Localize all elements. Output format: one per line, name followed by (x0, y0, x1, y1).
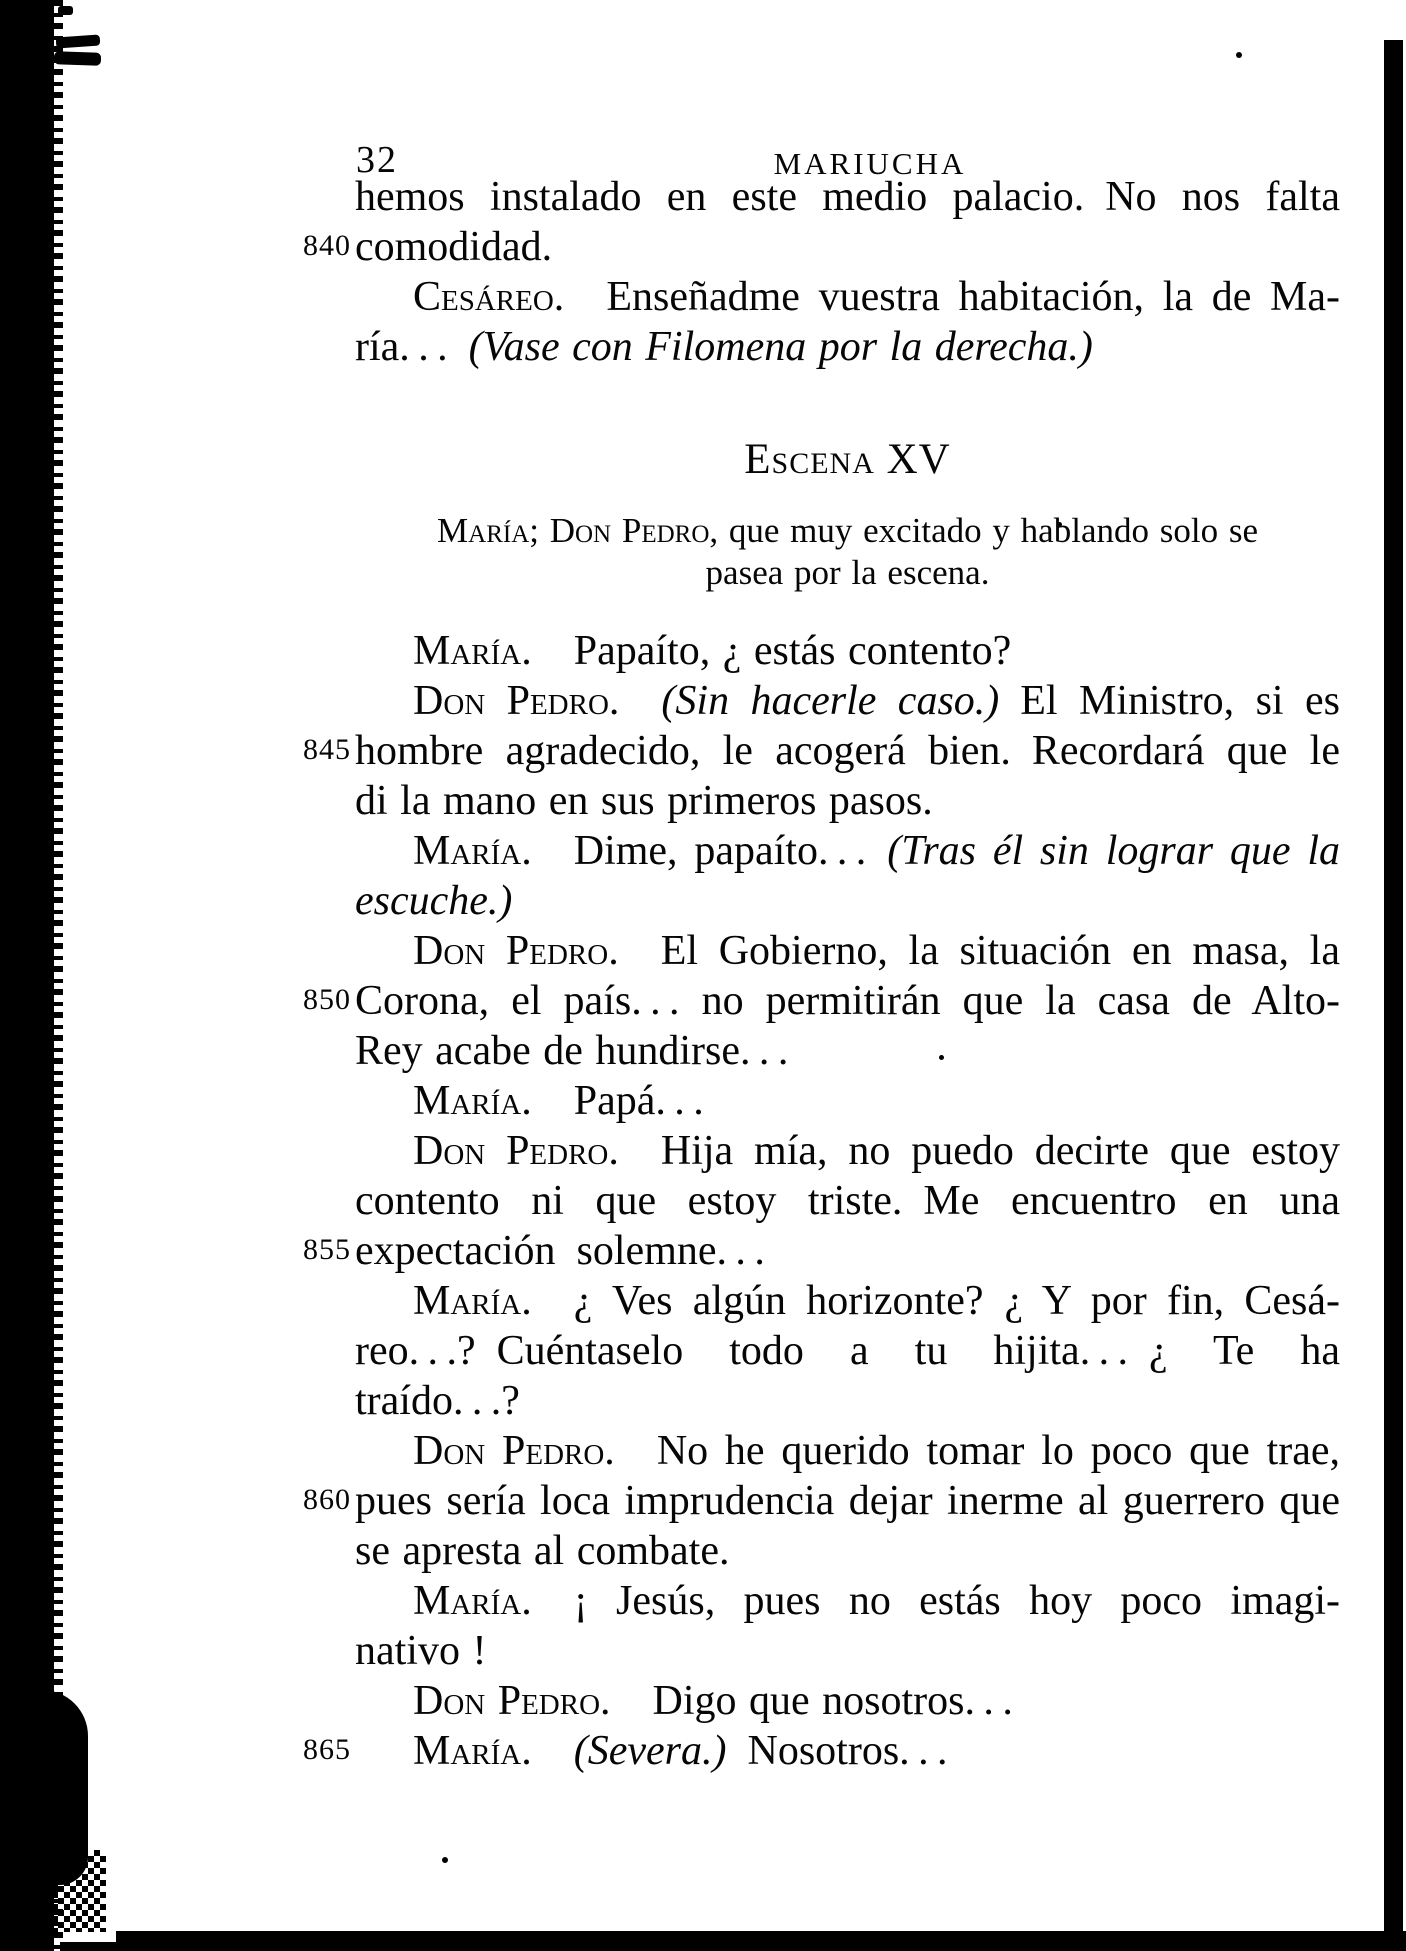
text-line (355, 510, 1340, 552)
text-line (303, 976, 1340, 1026)
line-segment: María. (413, 628, 532, 674)
scan-checker-block (52, 1850, 106, 1932)
text-line (355, 926, 1340, 976)
line-segment: di la mano en sus primeros pasos. (355, 778, 933, 824)
verse-line-number: 840 (303, 229, 351, 262)
line-segment: Don Pedro. (413, 678, 620, 724)
text-line (355, 1326, 1340, 1376)
line-segment: ¿ Ves algún horizonte? ¿ Y por fin, Cesá- (531, 1278, 1340, 1324)
text-line (303, 1726, 1340, 1776)
cast-description (355, 510, 1340, 594)
text-line (355, 1276, 1340, 1326)
scan-smudge (58, 6, 73, 15)
text-line (355, 1676, 1340, 1726)
line-segment: Digo que nosotros. . . (610, 1678, 1013, 1724)
line-segment: comodidad. (355, 224, 553, 270)
line-segment: se apresta al combate. (355, 1528, 730, 1574)
line-segment: reo. . .? Cuéntaselo todo a tu hijita. . . ¿ Te ha (355, 1328, 1340, 1374)
verse-line-number: 865 (303, 1733, 351, 1766)
text-line (355, 1626, 1340, 1676)
line-segment: Corona, el país. . . no permitirán que la casa de Alto- (355, 978, 1340, 1024)
line-segment: Nosotros. . . (726, 1728, 948, 1774)
text-line (355, 322, 1340, 372)
line-segment: Rey acabe de hundirse. . . (355, 1028, 789, 1074)
line-segment: Papaíto, ¿ estás contento? (531, 628, 1012, 674)
verse-line-number: 845 (303, 733, 351, 766)
line-segment: (Tras él sin lograr que la (887, 828, 1341, 874)
line-segment: que muy excitado y hablando solo se (718, 511, 1258, 550)
text-line (355, 776, 1340, 826)
page-number: 32 (356, 139, 398, 181)
scan-edge-bottom (116, 1931, 1406, 1951)
verse-line-number: 860 (303, 1483, 351, 1516)
line-segment: Don Pedro. (413, 1128, 619, 1174)
text-line (355, 676, 1340, 726)
text-line (355, 826, 1340, 876)
line-segment: hombre agradecido, le acogerá bien. Recordará que le (355, 728, 1340, 774)
scan-speck (1236, 52, 1242, 58)
text-line (303, 1476, 1340, 1526)
scan-smudge (54, 51, 101, 66)
line-segment: expectación solemne. . . (355, 1228, 765, 1274)
line-segment: ¡ Jesús, pues no estás hoy poco imagi- (531, 1578, 1340, 1624)
text-line (355, 1426, 1340, 1476)
text-line (303, 1226, 1340, 1276)
text-line (355, 272, 1340, 322)
text-line (355, 1376, 1340, 1426)
line-segment: ría. . . (355, 324, 469, 370)
line-segment (532, 1728, 574, 1774)
line-segment: Don Pedro. (413, 928, 619, 974)
text-line (355, 1026, 1340, 1076)
line-segment: pues sería loca imprudencia dejar inerme al guerrero que (355, 1478, 1340, 1524)
line-segment: María. (413, 1728, 532, 1774)
text-line (355, 1176, 1340, 1226)
line-segment: Dime, papaíto. . . (531, 828, 888, 874)
line-segment: María. (413, 1078, 532, 1124)
line-segment: Papá. . . (531, 1078, 704, 1124)
text-line (303, 222, 1340, 272)
text-line (355, 172, 1340, 222)
line-segment: pasea por la escena. (705, 553, 990, 592)
line-segment: (Vase con Filomena por la derecha.) (468, 324, 1093, 370)
text-line (355, 552, 1340, 594)
scan-edge-right (1384, 40, 1403, 1951)
line-segment: María; Don Pedro, (437, 511, 719, 550)
line-segment: nativo ! (355, 1628, 487, 1674)
line-segment: No he querido tomar lo poco que trae, (614, 1428, 1340, 1474)
scan-speck (442, 1857, 448, 1863)
line-segment: Don Pedro. (413, 1428, 615, 1474)
verse-line-number: 850 (303, 983, 351, 1016)
line-segment: contento ni que estoy triste. Me encuentro en una (355, 1178, 1340, 1224)
line-segment: Don Pedro. (413, 1678, 611, 1724)
text-line (355, 1076, 1340, 1126)
scan-edge-bottom-step (60, 1942, 120, 1951)
scene-heading (355, 434, 1340, 486)
scan-edge-left (0, 0, 54, 1951)
line-segment: XV (886, 436, 951, 483)
line-segment: Escena (744, 436, 887, 483)
line-segment: El Gobierno, la situación en masa, la (618, 928, 1340, 974)
line-segment: María. (413, 1578, 532, 1624)
line-segment: Hija mía, no puedo decirte que estoy (618, 1128, 1340, 1174)
running-head: MARIUCHA (773, 146, 967, 181)
text-line (355, 626, 1340, 676)
line-segment: (Severa.) (573, 1728, 727, 1774)
line-segment: hemos instalado en este medio palacio. No nos falta (355, 174, 1340, 220)
line-segment: Cesáreo. (413, 274, 565, 320)
line-segment: María. (413, 1278, 532, 1324)
play-text (303, 172, 1341, 1776)
text-line (355, 876, 1340, 926)
line-segment: traído. . .? (355, 1378, 520, 1424)
scan-smudge (56, 34, 101, 48)
text-line (355, 1126, 1340, 1176)
paragraph (303, 626, 1341, 1776)
text-line (303, 726, 1340, 776)
scan-edge-left-ragged (54, 0, 63, 1951)
line-segment: El Ministro, si es (999, 678, 1340, 724)
text-line (355, 1576, 1340, 1626)
line-segment: María. (413, 828, 532, 874)
verse-line-number: 855 (303, 1233, 351, 1266)
line-segment (619, 678, 661, 724)
line-segment: escuche.) (355, 878, 513, 924)
text-line (355, 1526, 1340, 1576)
paragraph (303, 172, 1340, 372)
line-segment: Enseñadme vuestra habitación, la de Ma- (564, 274, 1340, 320)
line-segment: (Sin hacerle caso.) (661, 678, 1000, 724)
